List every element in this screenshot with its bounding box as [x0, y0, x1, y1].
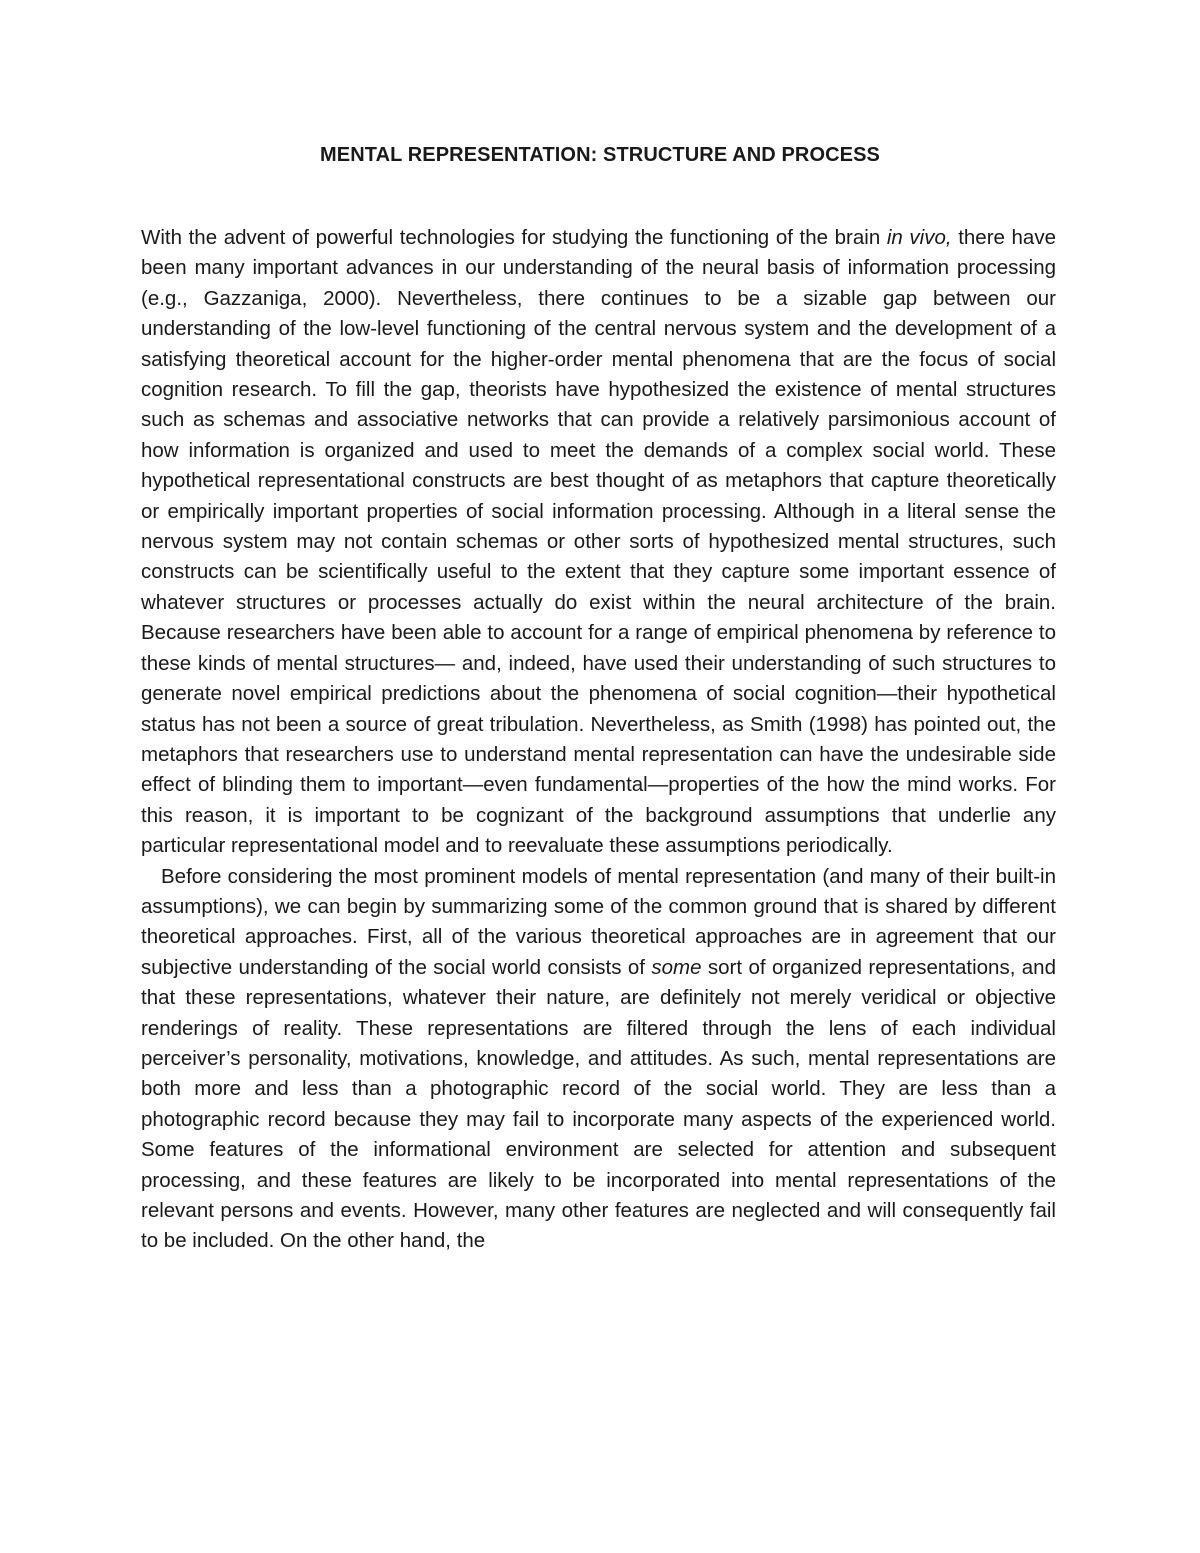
paragraph-2-rest: sort of organized representations, and that these representations, whatever their nature, are definitely not merely veridical or objective renderings of reality. These representations are filtered through the lens of each individual perceiver’s personality, motivations, knowledge, and attitudes. As such, mental representations are both more and less than a photographic record of the social world. They are less than a photographic record because they may fail to incorporate many aspects of the experienced world. Some features of the informational environment are selected for attention and subsequent processing, and these features are likely to be incorporated into mental representations of the relevant persons and events. However, many other features are neglected and will consequently fail to be included. On the other hand, the [141, 955, 1056, 1253]
paragraph-1 [141, 223, 1056, 862]
paragraph-1-rest: there have been many important advances in our understanding of the neural basis of information processing (e.g., Gazzaniga, 2000). Nevertheless, there continues to be a sizable gap between our understanding of the low-level functioning of the central nervous system and the development of a satisfying theoretical account for the higher-order mental phenomena that are the focus of social cognition research. To fill the gap, theorists have hypothesized the existence of mental structures such as schemas and associative networks that can provide a relatively parsimonious account of how information is organized and used to meet the demands of a complex social world. These hypothetical representational constructs are best thought of as metaphors that capture theoretically or empirically important properties of social information processing. Although in a literal sense the nervous system may not contain schemas or other sorts of hypothesized mental structures, such constructs can be scientifically useful to the extent that they capture some important essence of whatever structures or processes actually do exist within the neural architecture of the brain. Because researchers have been able to account for a range of empirical phenomena by reference to these kinds of mental structures— and, indeed, have used their understanding of such structures to generate novel empirical predictions about the phenomena of social cognition—their hypothetical status has not been a source of great tribulation. Nevertheless, as Smith (1998) has pointed out, the metaphors that researchers use to understand mental representation can have the undesirable side effect of blinding them to important—even fundamental—properties of the how the mind works. For this reason, it is important to be cognizant of the background assumptions that underlie any particular representational model and to reevaluate these assumptions periodically. [141, 226, 1056, 858]
document-body [141, 223, 1056, 1257]
paragraph-2-lead: Before considering the most prominent models of mental representation (and many of their built-in assumptions), we can begin by summarizing some of the common ground that is shared by different theoretical approaches. First, all of the various theoretical approaches are in agreement that our subjective understanding of the social world consists of [141, 864, 1056, 979]
paragraph-2-italic: some [651, 955, 702, 979]
paragraph-1-lead: With the advent of powerful technologies for studying the functioning of the brain [141, 226, 887, 249]
paragraph-2 [141, 862, 1056, 1257]
page-title: MENTAL REPRESENTATION: STRUCTURE AND PROCESS [320, 144, 880, 166]
paragraph-1-italic: in vivo, [886, 226, 952, 249]
